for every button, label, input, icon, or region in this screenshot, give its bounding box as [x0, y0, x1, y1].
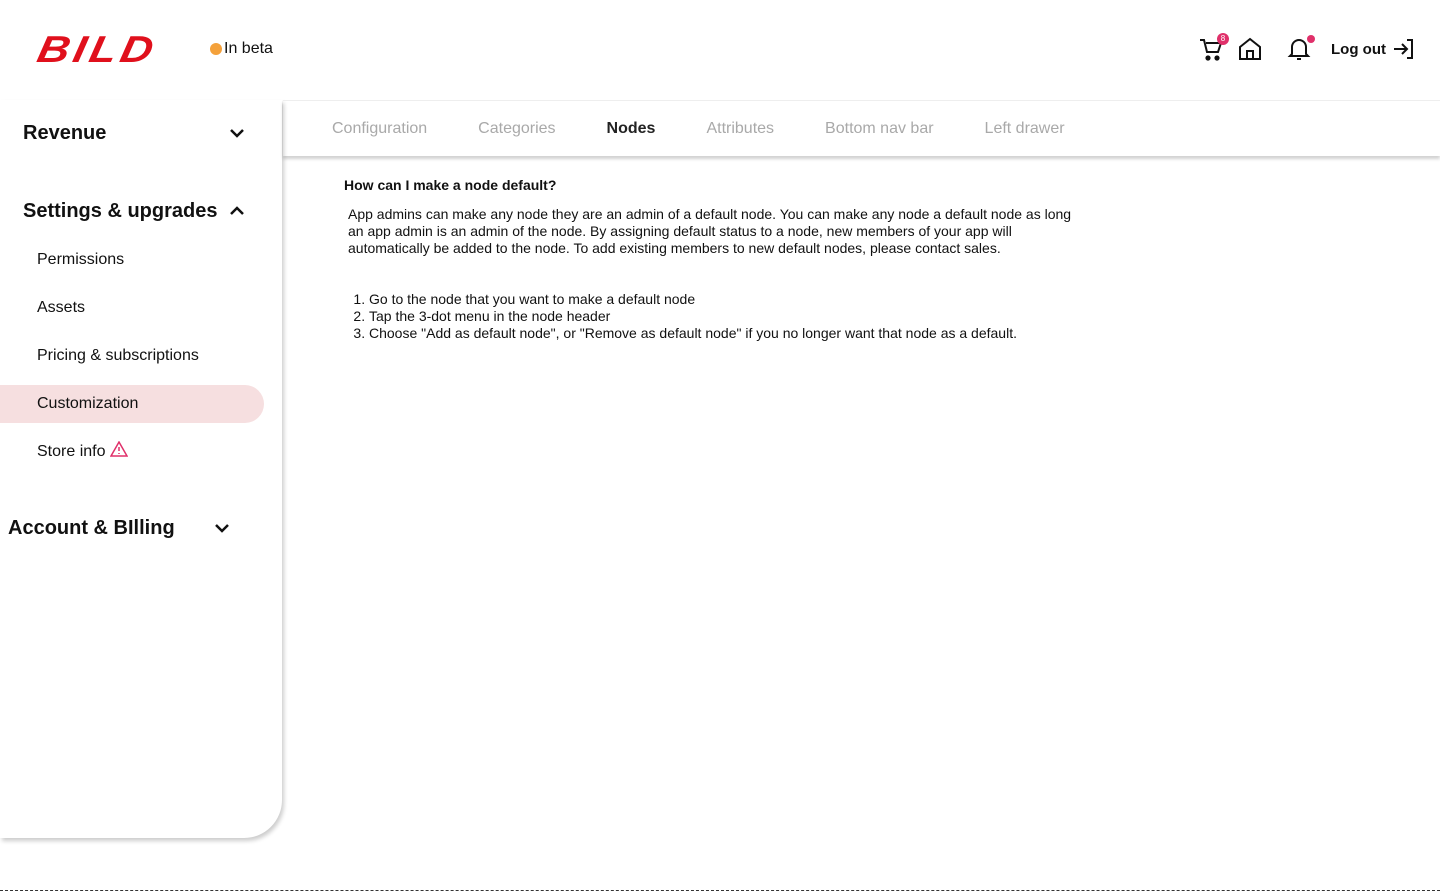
chevron-down-icon[interactable]: [214, 522, 230, 534]
sidebar-item-assets[interactable]: Assets: [37, 299, 86, 316]
tab-nodes[interactable]: Nodes: [606, 119, 656, 137]
chevron-up-icon[interactable]: [229, 205, 245, 217]
tab-bar: [283, 100, 1440, 156]
help-title: How can I make a node default?: [344, 177, 557, 193]
item-label: Store info: [37, 443, 106, 460]
cart-badge: 8: [1217, 33, 1229, 45]
chevron-down-icon[interactable]: [229, 127, 245, 139]
tab-configuration[interactable]: Configuration: [332, 119, 428, 137]
header: [0, 0, 1440, 100]
sidebar-section-settings[interactable]: [23, 200, 217, 223]
sidebar-item-store-info[interactable]: [0, 433, 264, 471]
step-item: 1. Go to the node that you want to make a default node: [369, 291, 1074, 308]
help-body: App admins can make any node they are an admin of a default node. You can make any node a default node as long an app admin is an admin of the node. By assigning default status to a node, new members of your app will automatically be added to the node. To add existing members to new default nodes, please contact sales.: [348, 206, 1072, 256]
tab-attributes[interactable]: Attributes: [706, 119, 775, 137]
sidebar-item-customization[interactable]: Customization: [0, 385, 264, 423]
help-content: [344, 177, 1074, 342]
bild-logo[interactable]: BILD: [33, 28, 162, 71]
sidebar-section-account[interactable]: [8, 517, 175, 540]
beta-label: In beta: [224, 40, 273, 57]
tab-categories[interactable]: Categories: [478, 119, 556, 137]
sidebar-item-permissions[interactable]: Permissions: [37, 251, 125, 268]
beta-indicator: [210, 40, 273, 58]
tab-left-drawer[interactable]: Left drawer: [984, 119, 1065, 137]
logout-button[interactable]: [1331, 38, 1414, 60]
sidebar-item-pricing[interactable]: Pricing & subscriptions: [37, 347, 199, 364]
home-icon[interactable]: [1237, 36, 1263, 62]
dashed-divider: [0, 890, 1440, 891]
header-actions: [1199, 36, 1414, 62]
warning-icon: [110, 441, 128, 457]
notification-dot: [1307, 35, 1315, 43]
logout-icon: [1392, 38, 1414, 60]
step-item: 2. Tap the 3-dot menu in the node header: [369, 308, 1074, 325]
steps-list: [344, 291, 1074, 342]
section-label: Account & BIlling: [8, 517, 175, 539]
sidebar: [0, 100, 282, 838]
section-label: Settings & upgrades: [23, 200, 218, 222]
sidebar-section-revenue[interactable]: [23, 122, 106, 145]
bell-icon[interactable]: [1287, 36, 1311, 62]
logout-label: Log out: [1331, 40, 1386, 58]
cart-icon[interactable]: [1199, 34, 1226, 62]
step-item: 3. Choose "Add as default node", or "Remove as default node" if you no longer want that node as a default.: [369, 325, 1074, 342]
tab-bottom-nav-bar[interactable]: Bottom nav bar: [825, 119, 934, 137]
beta-dot-icon: [210, 43, 222, 55]
section-label: Revenue: [23, 122, 107, 144]
